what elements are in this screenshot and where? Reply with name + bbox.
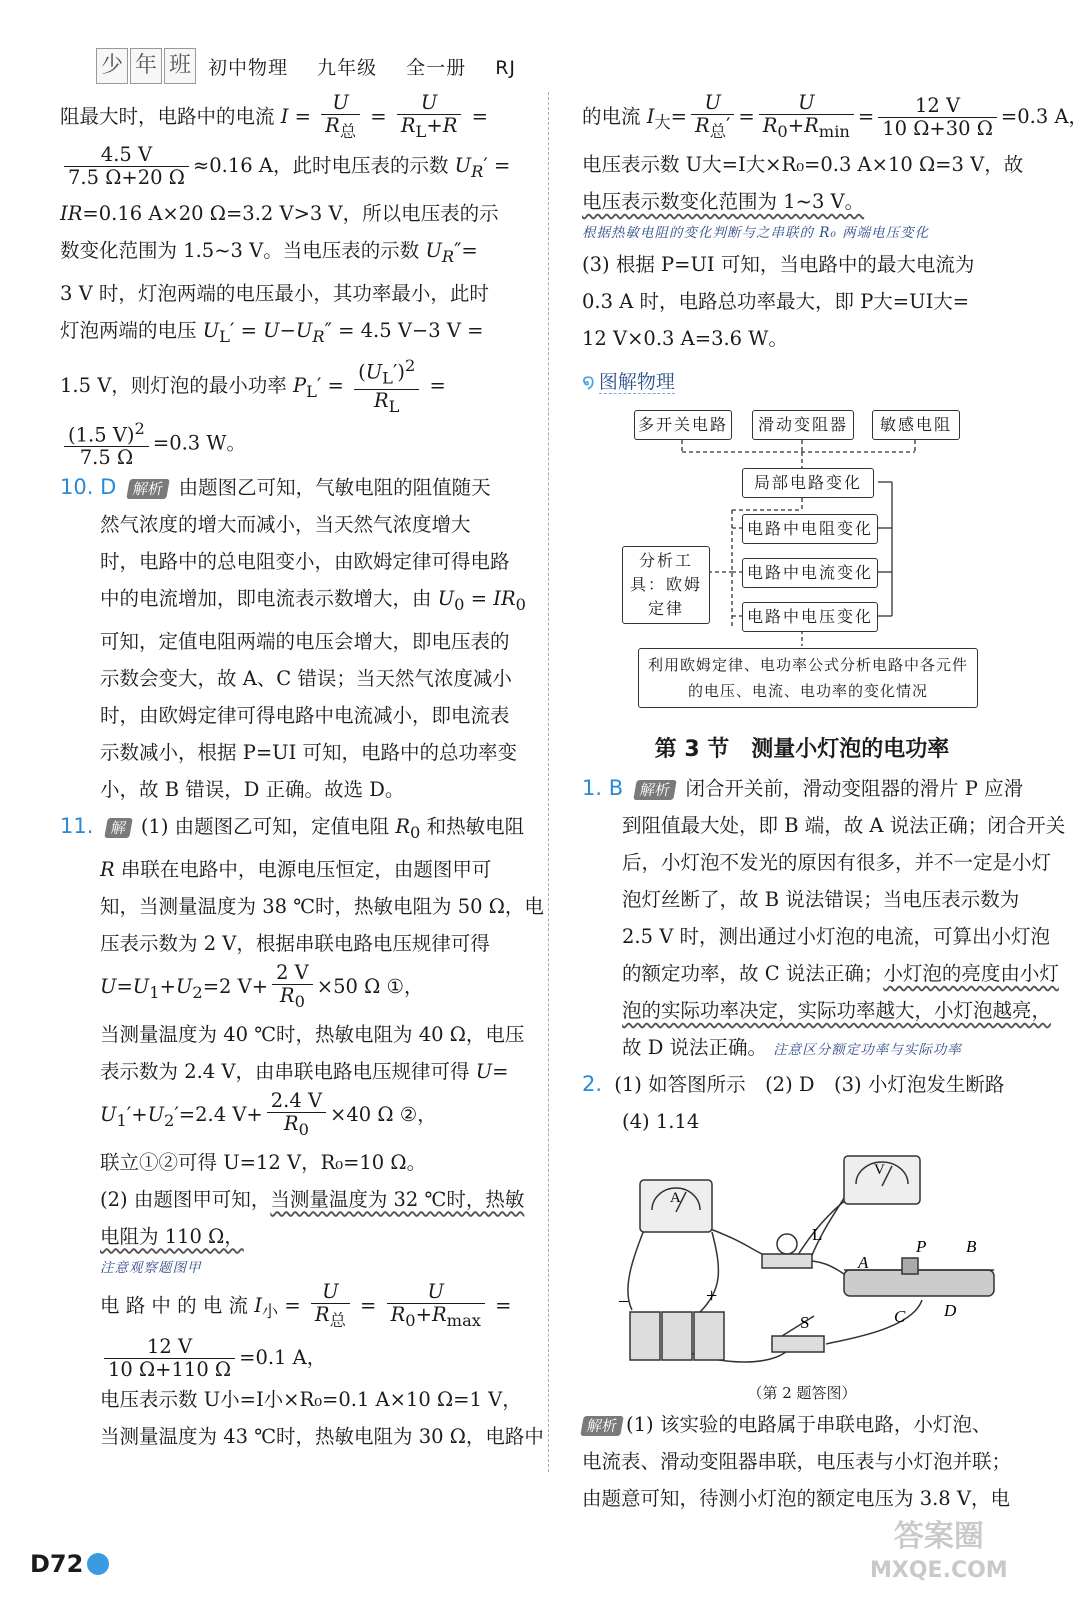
text-line: 时，电路中的总电阻变小，由欧姆定律可得电路: [100, 550, 510, 574]
text-line: 3 V 时，灯泡两端的电压最小，其功率最小，此时: [60, 281, 489, 305]
flow-box-rheostat: 滑动变阻器: [752, 410, 854, 440]
label-L: L: [812, 1224, 823, 1244]
text-line: 当测量温度为 43 ℃时，热敏电阻为 30 Ω，电路中: [100, 1424, 544, 1448]
text-line: IR=0.16 A×20 Ω=3.2 V>3 V，所以电压表的示: [60, 201, 499, 225]
text-line: 当测量温度为 40 ℃时，热敏电阻为 40 Ω，电压: [100, 1022, 525, 1046]
column-divider: [548, 92, 549, 1472]
text-line: 灯泡两端的电压 $U_L' = U-U_R'' = 4.5$ V−3 V =: [60, 318, 484, 346]
text-line: (2) 由题图甲可知，当测量温度为 32 ℃时，热敏: [100, 1187, 525, 1211]
ammeter-symbol: A: [670, 1189, 681, 1206]
text-line: 时，由欧姆定律可得电路中电流减小，即电流表: [100, 704, 510, 728]
text-line: (4) 1.14: [622, 1109, 700, 1133]
analysis-tag: 解析: [634, 780, 678, 800]
text-line: 然气浓度的增大而减小，当天然气浓度增大: [100, 513, 471, 537]
text-line: 表示数为 2.4 V，由串联电路电压规律可得 U=: [100, 1059, 509, 1083]
text-line: 可知，定值电阻两端的电压会增大，即电压表的: [100, 630, 510, 654]
text-line: 1.5 V，则灯泡的最小功率 $P_L'$ = $\frac{(U_L')^2}{R_L}$ =: [60, 355, 446, 416]
text-line: 由题意可知，待测小灯泡的额定电压为 3.8 V，电: [582, 1486, 1010, 1510]
page-badge-icon: [87, 1553, 109, 1575]
section-3-title: 第 3 节 测量小灯泡的电功率: [654, 736, 950, 762]
section-heading: ໑ 图解物理: [582, 368, 675, 393]
label-B: B: [966, 1236, 977, 1256]
flow-box-conclusion: 利用欧姆定律、电功率公式分析电路中各元件的电压、电流、电功率的变化情况: [638, 648, 978, 708]
question-1: 1. B 解析 闭合开关前，滑动变阻器的滑片 P 应滑: [582, 775, 1024, 800]
brand-logo: 少 年 班: [96, 48, 196, 84]
text-line: 泡的实际功率决定，实际功率越大，小灯泡越亮，: [622, 998, 1052, 1022]
right-column: [582, 91, 1088, 1517]
text-line: 电压表示数变化范围为 1~3 V。: [582, 189, 865, 213]
text-line: 电压表示数 U小=I小×R₀=0.1 A×10 Ω=1 V，: [100, 1387, 522, 1411]
text-line: 电压表示数 U大=I大×R₀=0.3 A×10 Ω=3 V，故: [582, 152, 1024, 176]
label-plus: +: [706, 1284, 718, 1307]
subject-label: 初中物理: [208, 56, 289, 79]
text-line: 中的电流增加，即电流表示数增大，由 $U_0 = IR_0$: [100, 587, 526, 615]
circuit-diagram: [582, 1140, 1022, 1380]
flow-box-voltage-change: 电路中电压变化: [742, 602, 878, 632]
flow-box-sensitive-resistor: 敏感电阻: [872, 410, 960, 440]
text-line: 电流表、滑动变阻器串联，电压表与小灯泡并联；: [582, 1449, 1012, 1473]
flow-box-current-change: 电路中电流变化: [742, 558, 878, 588]
grade-label: 九年级: [317, 56, 378, 79]
text-line: 联立①②可得 U=12 V，R₀=10 Ω。: [100, 1150, 427, 1174]
question-11: 11. 解 (1) 由题图乙可知，定值电阻 $R_0$ 和热敏电阻: [60, 814, 525, 843]
watermark: 答案圈 MXQE.COM: [870, 1519, 1008, 1583]
text-line: 12 V×0.3 A=3.6 W。: [582, 326, 788, 350]
margin-note: 注意区分额定功率与实际功率: [773, 1041, 962, 1058]
analysis-tag: 解析: [127, 479, 171, 499]
text-line: (3) 根据 P=UI 可知，当电路中的最大电流为: [582, 252, 975, 276]
text-line: R 串联在电路中，电源电压恒定，由题图甲可: [100, 858, 492, 882]
question-2: 2. (1) 如答图所示 (2) D (3) 小灯泡发生断路: [582, 1071, 1005, 1096]
analysis-tag: 解析: [580, 1416, 624, 1436]
text-line: 后，小灯泡不发光的原因有很多，并不一定是小灯: [622, 850, 1052, 874]
equation-1: $U=U_1+U_2=2$ V+ $\frac{2 V}{R_0}$ ×50 Ω ①，: [100, 961, 424, 1012]
text-line: $\frac{4.5 V}{7.5 \Omega+20 \Omega}$ ≈0.16 A，此时电压表的示数 $U_R'$ =: [60, 143, 532, 195]
flow-box-local-change: 局部电路变化: [742, 468, 874, 498]
volume-label: 全一册: [406, 56, 467, 79]
page-header: [96, 46, 538, 86]
label-A: A: [858, 1252, 869, 1272]
text-line: 知，当测量温度为 38 ℃时，热敏电阻为 50 Ω，电: [100, 895, 544, 919]
text-line: 示数减小，根据 P=UI 可知，电路中的总功率变: [100, 741, 517, 765]
question-2-analysis: 解析 (1) 该实验的电路属于串联电路，小灯泡、: [582, 1406, 1022, 1443]
flow-box-resistance-change: 电路中电阻变化: [742, 514, 878, 544]
text-line: 0.3 A 时，电路总功率最大，即 P大=UI大=: [582, 289, 970, 313]
question-number: 1. B: [582, 775, 624, 800]
margin-note: 根据热敏电阻的变化判断与之串联的 R₀ 两端电压变化: [582, 224, 930, 241]
edition-label: RJ: [495, 56, 516, 79]
text-line: 压表示数为 2 V，根据串联电路电压规律可得: [100, 932, 490, 956]
text-line: $\frac{12 V}{10 \Omega+110 \Omega}$ =0.1 A，: [60, 1335, 532, 1381]
question-number: 2.: [582, 1071, 603, 1096]
label-minus: −: [618, 1290, 630, 1313]
text-line: 示数会变大，故 A、C 错误；当天然气浓度减小: [100, 667, 512, 691]
label-S: S: [800, 1312, 810, 1332]
flow-box-analysis-tool: 分析工具：欧姆定律: [622, 546, 710, 624]
figure-caption: （第 2 题答图）: [747, 1383, 857, 1402]
label-C: C: [894, 1306, 906, 1326]
question-10: 10. D 解析 由题图乙可知，气敏电阻的阻值随天: [60, 475, 491, 500]
text-line: 故 D 说法正确。 注意区分额定功率与实际功率: [622, 1035, 962, 1059]
question-number: 11.: [60, 814, 94, 839]
text-line: 电 路 中 的 电 流 $I_小$ = $\frac{U}{R_总}$ = $\frac{U}{R_0+R_{max}}$ =: [100, 1279, 512, 1330]
text-line: $\frac{(1.5 V)^2}{7.5 \Omega}$ =0.3 W。: [60, 418, 532, 470]
swirl-icon: ໑: [582, 368, 595, 393]
circuit-figure: [582, 1140, 1022, 1380]
text-line: 的额定功率，故 C 说法正确；小灯泡的亮度由小灯: [622, 961, 1059, 985]
page-number: D72: [30, 1550, 109, 1578]
text-line: 电阻为 110 Ω，: [100, 1224, 244, 1248]
question-number: 10. D: [60, 475, 117, 500]
text-line: 的电流 $I_大=$ $\frac{U}{R_总'}$ = $\frac{U}{R_0+R_{min}}$ = $\frac{12 V}{10 \Omega+30 \Omega}$ =0.3 A，: [582, 91, 1088, 141]
label-D: D: [944, 1300, 957, 1320]
solution-tag: 解: [104, 818, 133, 838]
equation-2: $U_1'+U_2'=2.4$ V+ $\frac{2.4 V}{R_0}$ ×40 Ω ②，: [100, 1088, 437, 1139]
text-line: 2.5 V 时，测出通过小灯泡的电流，可算出小灯泡: [622, 924, 1050, 948]
text-line: 泡灯丝断了，故 B 说法错误；当电压表示数为: [622, 887, 1020, 911]
label-P: P: [916, 1236, 927, 1256]
voltmeter-symbol: V: [874, 1161, 885, 1178]
flow-box-multi-switch: 多开关电路: [634, 410, 732, 440]
text-line: 到阻值最大处，即 B 端，故 A 说法正确；闭合开关: [622, 813, 1066, 837]
margin-note: 注意观察题图甲: [100, 1259, 202, 1276]
text-line: 小，故 B 错误，D 正确。故选 D。: [100, 778, 405, 802]
flowchart: [582, 402, 1022, 722]
text-line: 数变化范围为 1.5~3 V。当电压表的示数 $U_R''=$: [60, 238, 478, 266]
text-line: 阻最大时，电路中的电流 I = $\frac{U}{R_总}$ = $\frac{U}{R_L+R}$ =: [60, 91, 488, 141]
left-column: [60, 91, 544, 1455]
